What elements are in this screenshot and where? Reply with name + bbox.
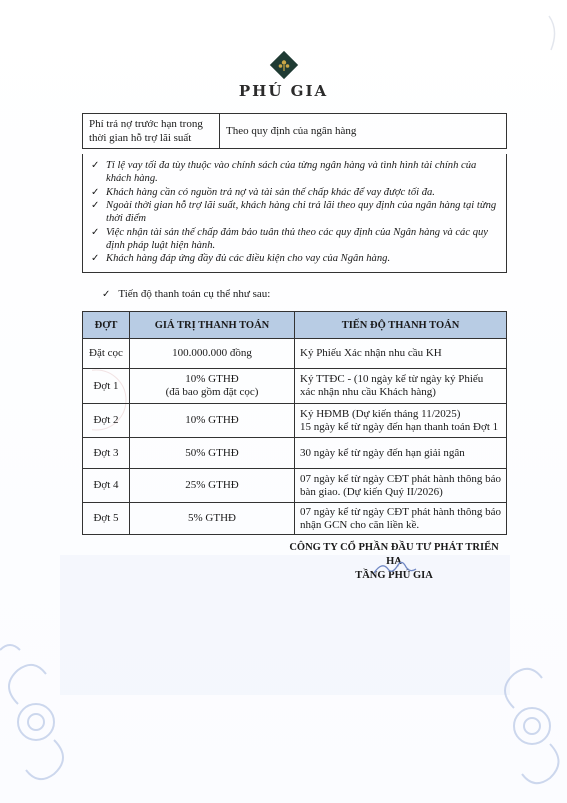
value-cell: 10% GTHĐ [130, 404, 295, 438]
stage-cell: Đợt 2 [83, 404, 130, 438]
value-cell: 5% GTHĐ [130, 503, 295, 535]
check-icon: ✓ [91, 186, 100, 198]
brand-logo [0, 50, 567, 100]
note-text: Tỉ lệ vay tối đa tùy thuộc vào chính sách của từng ngân hàng và tình hình tài chính của khách hàng. [106, 160, 477, 184]
table-row [83, 369, 507, 404]
table-row [83, 114, 507, 149]
schedule-line: 15 ngày kể từ ngày đến hạn thanh toán Đợt 1 [300, 420, 499, 433]
ornament-left-icon [0, 640, 80, 803]
table-row [83, 339, 507, 369]
note-text: Khách hàng cần có nguồn trả nợ và tài sản thế chấp khác để vay được tối đa. [106, 186, 435, 198]
stage-cell: Đặt cọc [83, 339, 130, 369]
value-cell: 50% GTHĐ [130, 438, 295, 469]
stage-cell: Đợt 5 [83, 503, 130, 535]
table-row [83, 438, 507, 469]
table-header-row [83, 312, 507, 339]
company-name-line1: CÔNG TY CỔ PHẦN ĐẦU TƯ PHÁT TRIỂN HẠ [289, 542, 499, 567]
interest-table [82, 113, 507, 149]
stage-cell: Đợt 3 [83, 438, 130, 469]
interest-label: Phí trả nợ trước hạn trong thời gian hỗ trợ lãi suất [83, 114, 220, 149]
schedule-cell [295, 404, 507, 438]
progress-intro [102, 288, 270, 300]
schedule-cell: Ký TTĐC - (10 ngày kể từ ngày ký Phiếu xác nhận nhu cầu Khách hàng) [295, 369, 507, 404]
notes-box [82, 154, 507, 273]
header-stage: ĐỢT [83, 312, 130, 339]
check-icon: ✓ [91, 253, 100, 264]
list-item [89, 226, 500, 252]
brand-name: PHÚ GIA [238, 82, 329, 100]
schedule-cell: 07 ngày kể từ ngày CĐT phát hành thông báo nhận GCN cho căn liền kề. [295, 503, 507, 535]
stage-cell: Đợt 4 [83, 469, 130, 503]
table-row [83, 469, 507, 503]
ornament-right-icon [490, 660, 567, 803]
payment-table [82, 311, 507, 535]
check-icon: ✓ [91, 200, 100, 211]
schedule-cell: 30 ngày kể từ ngày đến hạn giải ngân [295, 438, 507, 469]
value-line: 10% GTHĐ [185, 373, 239, 385]
check-icon: ✓ [91, 160, 100, 171]
header-value: GIÁ TRỊ THANH TOÁN [130, 312, 295, 339]
note-text: Khách hàng đáp ứng đầy đủ các điều kiện cho vay của Ngân hàng. [106, 253, 391, 264]
header-schedule: TIẾN ĐỘ THANH TOÁN [295, 312, 507, 339]
table-row [83, 503, 507, 535]
interest-value: Theo quy định của ngân hàng [220, 114, 507, 149]
stage-cell: Đợt 1 [83, 369, 130, 404]
schedule-cell: Ký Phiếu Xác nhận nhu cầu KH [295, 339, 507, 369]
brand-logo-icon [269, 50, 299, 80]
value-line: (đã bao gồm đặt cọc) [165, 386, 259, 398]
value-cell [130, 369, 295, 404]
note-text: Ngoài thời gian hỗ trợ lãi suất, khách hàng chi trả lãi theo quy định của ngân hàng tại từng thời điểm [106, 200, 497, 224]
signature-scribble-icon [372, 557, 418, 579]
value-cell: 25% GTHĐ [130, 469, 295, 503]
value-cell: 100.000.000 đồng [130, 339, 295, 369]
check-icon: ✓ [102, 289, 111, 300]
table-row [83, 404, 507, 438]
note-text: Việc nhận tài sản thế chấp đảm bảo tuân thủ theo các quy định của Ngân hàng và các quy định pháp luật hiện hành. [106, 226, 488, 251]
schedule-line: Ký HĐMB (Dự kiến tháng 11/2025) [300, 407, 461, 420]
company-name-line2: TẦNG PHÚ GIA [355, 570, 433, 581]
list-item [89, 186, 500, 199]
list-item [89, 159, 500, 185]
progress-intro-text: Tiến độ thanh toán cụ thể như sau: [118, 288, 271, 300]
list-item [89, 199, 500, 225]
schedule-cell: 07 ngày kể từ ngày CĐT phát hành thông báo bàn giao. (Dự kiến Quý II/2026) [295, 469, 507, 503]
list-item [89, 252, 500, 265]
check-icon: ✓ [91, 226, 100, 238]
